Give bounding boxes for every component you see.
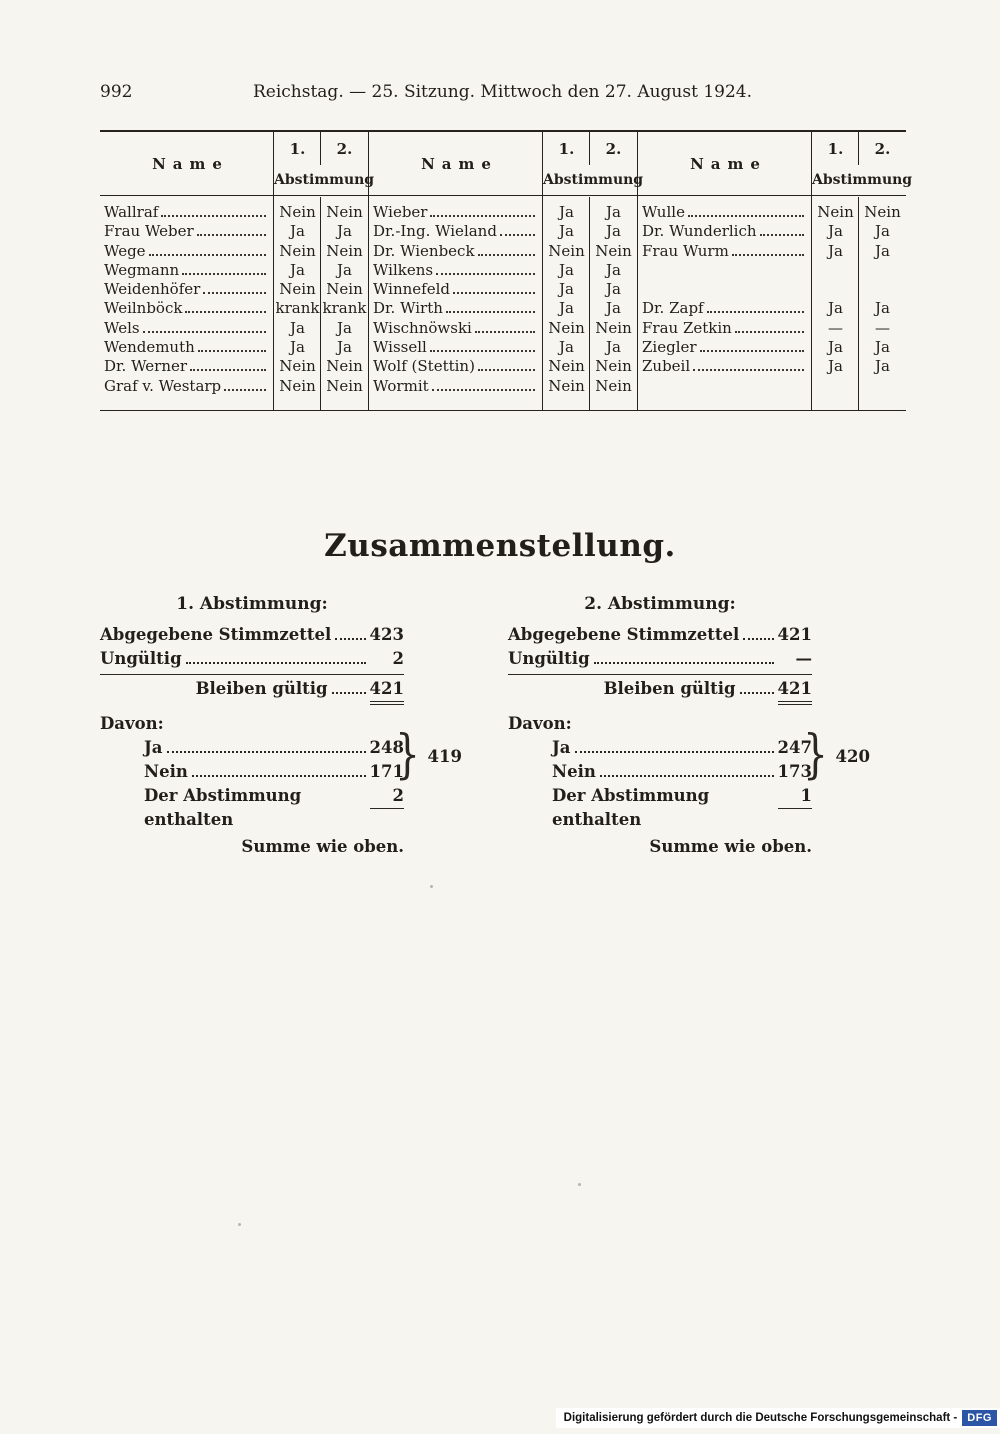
member-name-cell <box>369 280 543 299</box>
member-name-cell <box>100 319 274 338</box>
vote-1: Ja <box>828 299 843 318</box>
page-header <box>100 82 905 106</box>
member-name: Wolf (Stettin) <box>373 357 475 376</box>
summary-block-2 <box>508 594 870 859</box>
dot-leader <box>475 331 535 333</box>
table-row <box>638 203 906 222</box>
table-row <box>100 357 368 376</box>
dot-leader <box>478 369 535 371</box>
row-value: 173 <box>777 762 812 781</box>
summary-heading: 1. Abstimmung: <box>176 594 328 614</box>
vote-2: Nein <box>595 357 632 376</box>
column-header-abstimmung: Abstimmung <box>812 172 913 188</box>
dot-leader <box>740 692 774 694</box>
vote-1: Ja <box>559 260 574 279</box>
column-divider <box>589 197 590 411</box>
member-name-cell <box>100 242 274 261</box>
vote-1: Ja <box>290 338 305 357</box>
vote-1: Ja <box>290 318 305 337</box>
vote-1: Nein <box>279 203 316 221</box>
vote-2: Ja <box>337 338 352 357</box>
summary-row <box>508 835 812 859</box>
vote-1 <box>812 280 859 299</box>
vote-2 <box>859 261 906 280</box>
page-number: 992 <box>100 82 133 102</box>
column-divider <box>273 132 274 410</box>
dot-leader <box>167 751 366 753</box>
summary-row <box>100 835 404 859</box>
vote-1: Nein <box>817 203 854 221</box>
vote-1: Nein <box>279 241 316 260</box>
summary-row <box>508 623 812 647</box>
summary-block-1 <box>100 594 462 859</box>
sum-rule <box>100 674 404 675</box>
dot-leader <box>700 350 804 352</box>
vote-1: Ja <box>559 338 574 357</box>
member-name-cell <box>638 377 812 396</box>
table-row <box>369 377 637 396</box>
table-row <box>369 280 637 299</box>
member-name-cell <box>369 222 543 241</box>
vote-table-header <box>369 132 644 196</box>
table-row <box>369 338 637 357</box>
row-label: Bleiben gültig <box>195 679 328 698</box>
dot-leader <box>446 311 535 313</box>
row-label: Abgegebene Stimmzettel <box>508 625 740 644</box>
column-header-first-vote: 1. <box>827 139 844 158</box>
vote-1: Ja <box>559 280 574 299</box>
table-row <box>638 222 906 241</box>
vote-table-header <box>638 132 913 196</box>
member-name-cell <box>369 203 543 222</box>
row-label: Der Abstimmung enthalten <box>144 786 302 829</box>
summary-row <box>508 760 812 784</box>
vote-1: Ja <box>828 338 843 357</box>
member-name-cell <box>100 299 274 318</box>
vote-2: Ja <box>875 357 890 376</box>
dfg-logo: DFG <box>962 1410 997 1426</box>
vote-2: Ja <box>606 260 621 279</box>
table-row <box>100 377 368 396</box>
scan-speck <box>578 1183 581 1186</box>
table-row <box>100 222 368 241</box>
summary-section <box>0 528 1000 859</box>
dot-leader <box>149 254 266 256</box>
vote-2: Ja <box>606 299 621 318</box>
scan-speck <box>238 1223 241 1226</box>
vote-1: Ja <box>559 222 574 241</box>
row-value: 248 <box>369 738 404 757</box>
table-row <box>369 222 637 241</box>
vote-table-body <box>369 196 637 410</box>
column-header-second-vote: 2. <box>874 139 891 158</box>
vote-1: Nein <box>548 376 585 395</box>
davon-group <box>100 725 462 785</box>
vote-1: — <box>828 318 843 337</box>
table-row <box>638 338 906 357</box>
vote-2: Ja <box>606 222 621 241</box>
vote-1: Ja <box>828 357 843 376</box>
row-value: 1 <box>778 784 812 809</box>
table-row <box>638 299 906 318</box>
vote-table-body <box>100 196 368 410</box>
table-row <box>100 280 368 299</box>
summary-row <box>508 647 812 671</box>
member-name: Wendemuth <box>104 338 195 357</box>
row-value: 421 <box>778 677 812 705</box>
row-label: Ja <box>552 738 571 757</box>
dot-leader <box>192 775 366 777</box>
column-divider <box>542 132 543 410</box>
vote-2 <box>859 377 906 396</box>
member-name-cell <box>638 319 812 338</box>
member-name: Wels <box>104 318 140 337</box>
member-name-cell <box>100 357 274 376</box>
summary-title: Zusammenstellung. <box>324 528 676 564</box>
dot-leader <box>432 389 535 391</box>
table-row <box>100 299 368 318</box>
vote-2: Ja <box>606 203 621 221</box>
vote-2: Ja <box>875 241 890 260</box>
dot-leader <box>575 751 774 753</box>
vote-2: Ja <box>875 338 890 357</box>
column-divider <box>858 132 859 165</box>
dot-leader <box>203 292 266 294</box>
row-value: 2 <box>370 784 404 809</box>
vote-2: Nein <box>326 376 363 395</box>
column-divider <box>320 132 321 165</box>
vote-1: Ja <box>559 203 574 221</box>
vote-2: Nein <box>326 203 363 221</box>
dot-leader <box>436 273 535 275</box>
dot-leader <box>707 311 804 313</box>
member-name-cell <box>638 338 812 357</box>
member-name: Ziegler <box>642 338 697 357</box>
column-header-second-vote: 2. <box>605 139 622 158</box>
vote-1: Ja <box>559 299 574 318</box>
table-row <box>638 377 906 396</box>
member-name-cell <box>100 203 274 222</box>
vote-table <box>100 130 913 411</box>
table-row <box>369 319 637 338</box>
member-name-cell <box>369 299 543 318</box>
dot-leader <box>688 215 804 217</box>
column-divider <box>811 132 812 410</box>
dot-leader <box>224 389 266 391</box>
row-label: Bleiben gültig <box>603 679 736 698</box>
table-row <box>100 338 368 357</box>
member-name: Weilnböck <box>104 299 183 318</box>
vote-1: Nein <box>548 357 585 376</box>
row-label: Ungültig <box>100 649 182 668</box>
summary-row <box>100 760 404 784</box>
table-row <box>369 357 637 376</box>
dot-leader <box>143 331 266 333</box>
member-name: Wallraf <box>104 203 159 221</box>
member-name: Wulle <box>642 203 685 221</box>
row-label: Ungültig <box>508 649 590 668</box>
dot-leader <box>743 638 773 640</box>
dot-leader <box>600 775 774 777</box>
row-label: Nein <box>144 762 188 781</box>
summary-row <box>508 784 812 832</box>
scan-speck <box>430 885 433 888</box>
brace: } <box>803 725 828 785</box>
summary-row <box>100 623 404 647</box>
digitization-credit: Digitalisierung gefördert durch die Deutsche Forschungsgemeinschaft - <box>563 1412 958 1424</box>
summary-heading: 2. Abstimmung: <box>584 594 736 614</box>
summary-row <box>100 712 404 736</box>
row-label: Ja <box>144 738 163 757</box>
vote-2: Ja <box>875 299 890 318</box>
row-value: 421 <box>370 677 404 705</box>
davon-group <box>508 725 870 785</box>
vote-2: Ja <box>337 260 352 279</box>
column-divider <box>589 132 590 165</box>
summary-row <box>100 736 404 760</box>
summary-blocks <box>100 594 870 859</box>
vote-2: Ja <box>606 338 621 357</box>
member-name: Zubeil <box>642 357 691 376</box>
member-name-cell <box>638 299 812 318</box>
member-name: Wormit <box>373 376 429 395</box>
member-name-cell <box>100 222 274 241</box>
vote-table-body <box>638 196 906 410</box>
member-name-cell <box>369 319 543 338</box>
member-name: Dr. Zapf <box>642 299 704 318</box>
dot-leader <box>453 292 535 294</box>
dot-leader <box>732 254 804 256</box>
row-value: 171 <box>369 762 404 781</box>
member-name: Wilkens <box>373 260 434 279</box>
table-row <box>100 242 368 261</box>
row-value: 421 <box>777 625 812 644</box>
dot-leader <box>594 662 774 664</box>
dot-leader <box>332 692 366 694</box>
row-label: Summe wie oben. <box>649 837 812 856</box>
vote-table-group-3 <box>637 132 913 410</box>
vote-1: Nein <box>279 357 316 376</box>
vote-table-header <box>100 132 375 196</box>
vote-2: Nein <box>326 280 363 299</box>
vote-2: Nein <box>595 241 632 260</box>
table-row <box>100 203 368 222</box>
member-name: Frau Wurm <box>642 241 729 260</box>
dot-leader <box>185 311 266 313</box>
vote-2: krank <box>322 299 367 318</box>
vote-2: Nein <box>595 318 632 337</box>
summary-row <box>508 736 812 760</box>
member-name: Dr. Wirth <box>373 299 443 318</box>
member-name-cell <box>100 377 274 396</box>
member-name: Dr.-Ing. Wieland <box>373 222 497 241</box>
table-row <box>638 280 906 299</box>
vote-2 <box>859 280 906 299</box>
vote-2: Nein <box>326 357 363 376</box>
member-name: Weidenhöfer <box>104 280 201 299</box>
dot-leader <box>161 215 266 217</box>
row-value: 247 <box>777 738 812 757</box>
member-name: Graf v. Westarp <box>104 376 222 395</box>
member-name: Wegmann <box>104 260 180 279</box>
dot-leader <box>693 369 804 371</box>
table-row <box>369 261 637 280</box>
member-name-cell <box>100 280 274 299</box>
dot-leader <box>198 350 266 352</box>
member-name: Winnefeld <box>373 280 450 299</box>
vote-2: Nein <box>864 203 901 221</box>
table-row <box>638 357 906 376</box>
member-name-cell <box>638 242 812 261</box>
vote-2: Ja <box>606 280 621 299</box>
member-name: Wege <box>104 241 146 260</box>
column-divider <box>320 197 321 411</box>
table-row <box>369 299 637 318</box>
member-name-cell <box>369 261 543 280</box>
brace-total: 419 <box>427 747 462 766</box>
member-name-cell <box>638 203 812 222</box>
member-name-cell <box>369 357 543 376</box>
column-header-abstimmung: Abstimmung <box>543 172 644 188</box>
dot-leader <box>182 273 266 275</box>
member-name: Wissell <box>373 338 427 357</box>
member-name-cell <box>369 338 543 357</box>
vote-1: Nein <box>548 318 585 337</box>
vote-2: Ja <box>337 318 352 337</box>
member-name-cell <box>100 261 274 280</box>
vote-1 <box>812 377 859 396</box>
row-label: Nein <box>552 762 596 781</box>
dot-leader <box>500 234 535 236</box>
vote-1: krank <box>275 299 320 318</box>
summary-row-result <box>508 677 812 705</box>
summary-row <box>508 712 812 736</box>
vote-1: Ja <box>828 222 843 241</box>
column-header-first-vote: 1. <box>289 139 306 158</box>
member-name-cell <box>369 242 543 261</box>
row-value: — <box>795 649 812 668</box>
table-row <box>638 261 906 280</box>
dot-leader <box>478 254 535 256</box>
summary-row <box>100 647 404 671</box>
digitization-footer <box>556 1408 1000 1428</box>
vote-1: Ja <box>290 222 305 241</box>
vote-1: Nein <box>548 241 585 260</box>
summary-row-result <box>100 677 404 705</box>
table-row <box>100 261 368 280</box>
table-row <box>638 242 906 261</box>
vote-2: — <box>875 318 890 337</box>
table-row <box>369 242 637 261</box>
row-label: Davon: <box>508 714 572 733</box>
vote-table-group-1 <box>100 132 375 410</box>
column-header-name: Name <box>152 154 229 173</box>
row-label: Davon: <box>100 714 164 733</box>
vote-1: Ja <box>828 241 843 260</box>
vote-table-group-2 <box>368 132 644 410</box>
dot-leader <box>430 215 535 217</box>
dot-leader <box>186 662 366 664</box>
column-divider <box>858 197 859 411</box>
table-row <box>100 319 368 338</box>
vote-1: Nein <box>279 280 316 299</box>
vote-1: Ja <box>290 260 305 279</box>
member-name-cell <box>638 280 812 299</box>
dot-leader <box>430 350 535 352</box>
member-name: Dr. Werner <box>104 357 188 376</box>
dot-leader <box>735 331 804 333</box>
vote-1 <box>812 261 859 280</box>
brace-total: 420 <box>835 747 870 766</box>
member-name: Dr. Wienbeck <box>373 241 475 260</box>
row-label: Der Abstimmung enthalten <box>552 786 710 829</box>
member-name-cell <box>100 338 274 357</box>
summary-row <box>100 784 404 832</box>
column-header-name: Name <box>690 154 767 173</box>
row-label: Summe wie oben. <box>241 837 404 856</box>
member-name: Wischnöwski <box>373 318 472 337</box>
member-name-cell <box>638 357 812 376</box>
member-name-cell <box>638 222 812 241</box>
vote-2: Ja <box>875 222 890 241</box>
row-value: 423 <box>369 625 404 644</box>
vote-2: Ja <box>337 222 352 241</box>
member-name: Wieber <box>373 203 428 221</box>
header-title: Reichstag. — 25. Sitzung. Mittwoch den 27. August 1924. <box>252 82 753 102</box>
row-value: 2 <box>392 649 404 668</box>
column-header-second-vote: 2. <box>336 139 353 158</box>
column-header-first-vote: 1. <box>558 139 575 158</box>
dot-leader <box>197 234 266 236</box>
vote-2: Nein <box>595 376 632 395</box>
table-row <box>638 319 906 338</box>
column-header-abstimmung: Abstimmung <box>274 172 375 188</box>
column-header-name: Name <box>421 154 498 173</box>
member-name: Frau Weber <box>104 222 194 241</box>
member-name-cell <box>369 377 543 396</box>
dot-leader <box>190 369 266 371</box>
sum-rule <box>508 674 812 675</box>
dot-leader <box>335 638 365 640</box>
table-row <box>369 203 637 222</box>
brace: } <box>395 725 420 785</box>
member-name: Dr. Wunderlich <box>642 222 757 241</box>
vote-1: Nein <box>279 376 316 395</box>
row-label: Abgegebene Stimmzettel <box>100 625 332 644</box>
member-name-cell <box>638 261 812 280</box>
member-name: Frau Zetkin <box>642 318 732 337</box>
dot-leader <box>760 234 804 236</box>
vote-2: Nein <box>326 241 363 260</box>
